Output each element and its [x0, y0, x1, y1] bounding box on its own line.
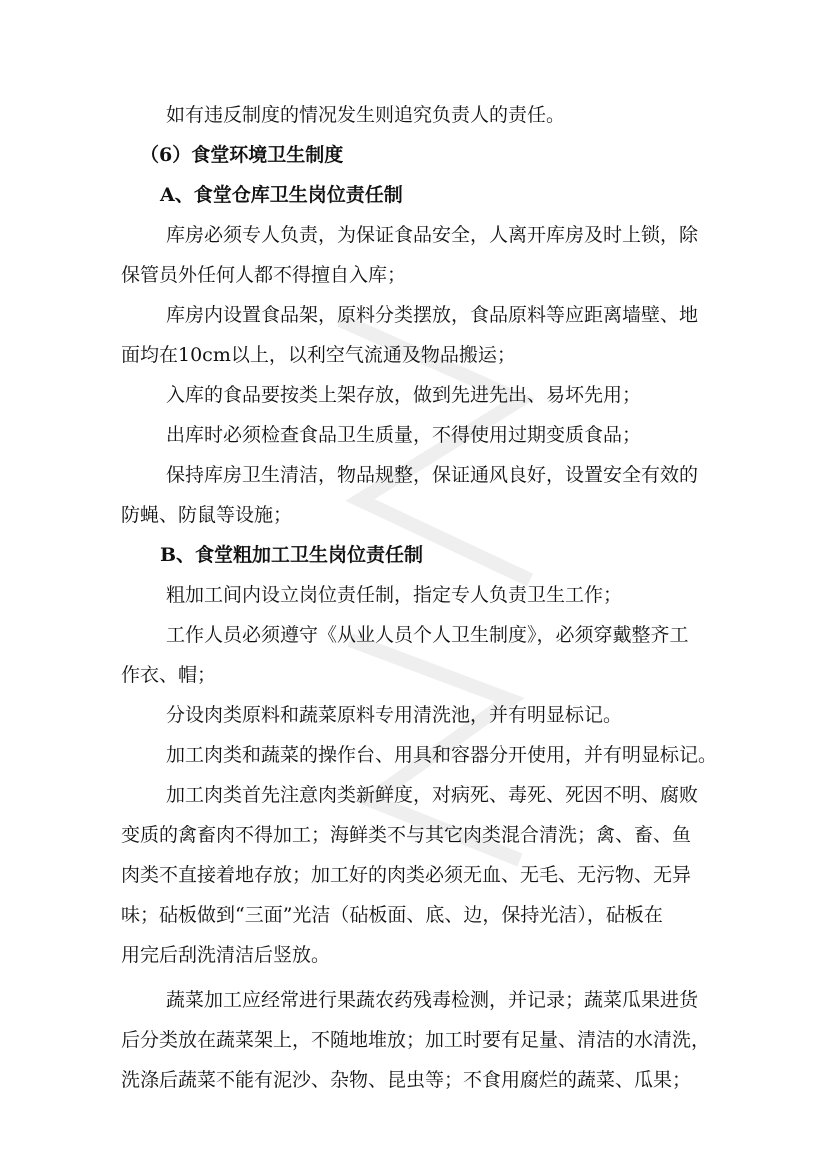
line-4: 库房必须专人负责，为保证食品安全，人离开库房及时上锁，除 — [166, 224, 699, 246]
subsection-heading-b: B、食堂粗加工卫生岗位责任制 — [160, 544, 424, 566]
line-21: 味；砧板做到“三面”光洁（砧板面、底、边，保持光洁），砧板在 — [121, 904, 663, 926]
line-19: 变质的禽畜肉不得加工；海鲜类不与其它肉类混合清洗；禽、畜、鱼 — [121, 824, 692, 846]
line-23: 蔬菜加工应经常进行果蔬农药残毒检测，并记录；蔬菜瓜果进货 — [166, 989, 699, 1011]
line-22: 用完后刮洗清洁后竖放。 — [121, 944, 331, 966]
section-heading-6: （6）食堂环境卫生制度 — [140, 144, 344, 166]
line-5: 保管员外任何人都不得擅自入库； — [121, 264, 407, 286]
line-16: 分设肉类原料和蔬菜原料专用清洗池，并有明显标记。 — [166, 704, 623, 726]
line-1: 如有违反制度的情况发生则追究负责人的责任。 — [166, 104, 566, 126]
line-9: 出库时必须检查食品卫生质量，不得使用过期变质食品； — [166, 424, 642, 446]
line-20: 肉类不直接着地存放；加工好的肉类必须无血、无毛、无污物、无异 — [121, 864, 692, 886]
line-14: 工作人员必须遵守《从业人员个人卫生制度》，必须穿戴整齐工 — [166, 624, 689, 646]
line-13: 粗加工间内设立岗位责任制，指定专人负责卫生工作； — [166, 584, 623, 606]
line-24: 后分类放在蔬菜架上，不随地堆放；加工时要有足量、清洁的水清洗， — [121, 1029, 711, 1051]
line-25: 洗涤后蔬菜不能有泥沙、杂物、昆虫等；不食用腐烂的蔬菜、瓜果； — [121, 1069, 692, 1091]
line-18: 加工肉类首先注意肉类新鲜度，对病死、毒死、死因不明、腐败 — [166, 784, 699, 806]
line-15: 作衣、帽； — [121, 664, 217, 686]
line-6: 库房内设置食品架，原料分类摆放，食品原料等应距离墙壁、地 — [166, 304, 699, 326]
line-11: 防蝇、防鼠等设施； — [121, 504, 293, 526]
line-17: 加工肉类和蔬菜的操作台、用具和容器分开使用，并有明显标记。 — [166, 744, 718, 766]
line-7: 面均在10cm以上，以利空气流通及物品搬运； — [121, 344, 516, 366]
line-8: 入库的食品要按类上架存放，做到先进先出、易坏先用； — [166, 384, 642, 406]
subsection-heading-a: A、食堂仓库卫生岗位责任制 — [160, 184, 403, 206]
line-10: 保持库房卫生清洁，物品规整，保证通风良好，设置安全有效的 — [166, 464, 699, 486]
